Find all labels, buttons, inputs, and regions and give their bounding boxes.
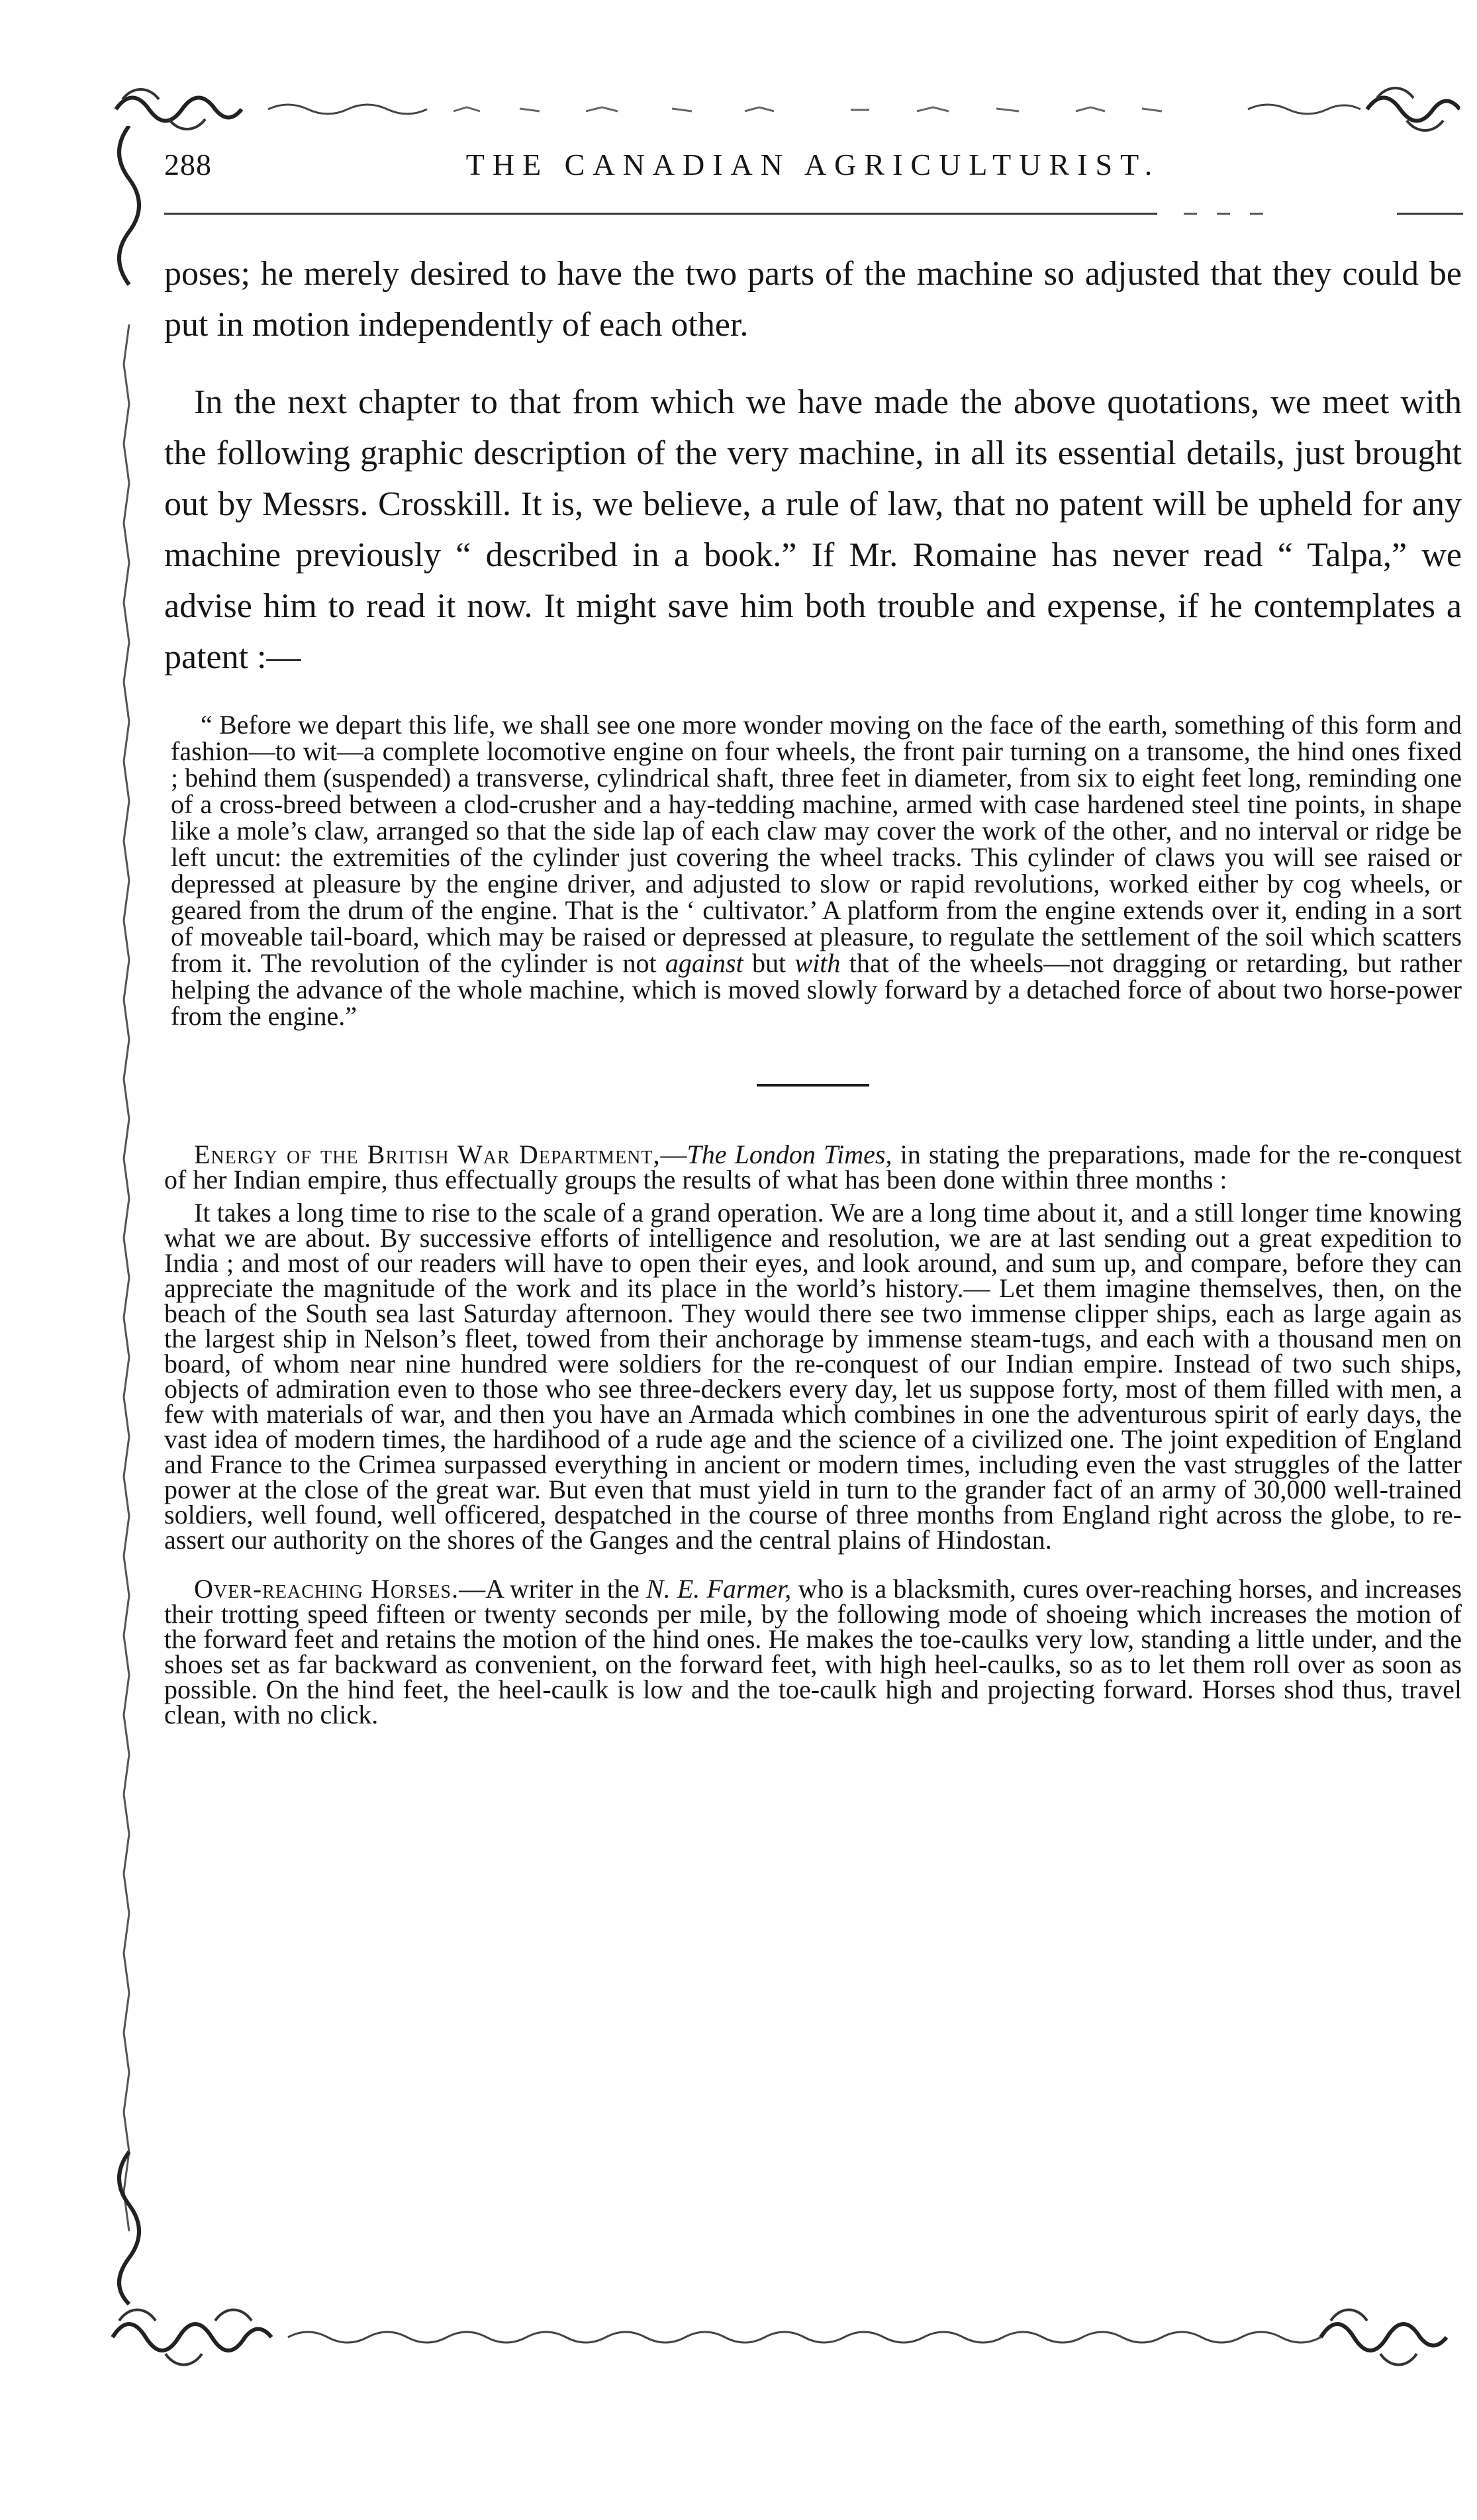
running-header bbox=[164, 147, 1462, 193]
energy-heading: Energy of the British War Department, bbox=[194, 1139, 661, 1169]
running-title: THE CANADIAN AGRICULTURIST. bbox=[465, 148, 1161, 181]
section-separator bbox=[757, 1084, 869, 1087]
bottom-border-ornament bbox=[109, 2301, 1460, 2374]
talpa-paragraph: In the next chapter to that from which we have made the above quotations, we meet with the following graphic description of the very machine, in all its essential details, just brought out by Messrs. Crosskill. It is, we believe, a rule of law, that no patent will be upheld for any machine previously “ described in a book.” If Mr. Romaine has never read “ Talpa,” we advise him to read it now. It might save him both trouble and expense, if he contemplates a patent :— bbox=[164, 383, 1462, 676]
energy-intro-paragraph bbox=[164, 1139, 1462, 1194]
energy-intro-text: in stating the preparations, made for the re-conquest of her Indian empire, thus effectually groups the results of what has been done within three months : bbox=[164, 1139, 1462, 1194]
top-border-ornament bbox=[109, 79, 1460, 139]
energy-dash: — bbox=[660, 1139, 687, 1169]
page-number: 288 bbox=[164, 148, 212, 181]
horses-text-a: A writer in the bbox=[485, 1574, 646, 1604]
horses-text-b: who is a blacksmith, cures over-reaching horses, and increases their trotting speed fifteen or twenty seconds per mile, by the following mode of shoeing which increases the motion of the forward feet and retains the motion of the hind ones. He makes the toe-caulks very low, standing a little under, and the shoes set as far backward as convenient, on the forward feet, with high heel-caulks, so as to let them roll over as soon as possible. On the hind feet, the heel-caulk is low and the toe-caulk high and projecting forward. Horses shod thus, travel clean, with no click. bbox=[164, 1574, 1462, 1729]
horses-paragraph bbox=[164, 1576, 1462, 1727]
quotation-text-but: but bbox=[752, 948, 786, 978]
talpa-quotation bbox=[164, 712, 1462, 1030]
left-border-ornament bbox=[99, 126, 159, 2311]
continued-paragraph: poses; he merely desired to have the two parts of the machine so adjusted that they could be put in motion independently of each other. bbox=[164, 255, 1462, 344]
italic-against: against bbox=[665, 948, 743, 978]
header-rule bbox=[164, 212, 1463, 216]
horses-dash: — bbox=[459, 1574, 486, 1604]
horses-source: N. E. Farmer, bbox=[646, 1574, 792, 1604]
energy-source: The London Times, bbox=[687, 1139, 892, 1169]
energy-body-paragraph: It takes a long time to rise to the scale of a grand operation. We are a long time about it, and a still longer time knowing what we are about. By successive efforts of intelligence and resolution, we are at last sending out a great expedition to India ; and most of our readers will have to open their eyes, and look around, and sum up, and compare, before they can appreciate the magnitude of the work and its place in the world’s history.— Let them imagine themselves, then, on the beach of the South sea last Saturday afternoon. They would there see two immense clipper ships, each as large again as the largest ship in Nelson’s fleet, towed from their anchorage by immense steam-tugs, and each with a thousand men on board, of whom near nine hundred were soldiers for the re-conquest of our Indian empire. Instead of two such ships, objects of admiration even to those who see three-deckers every day, let us suppose forty, most of them filled with men, a few with materials of war, and then you have an Armada which combines in one the adventurous spirit of early days, the vast idea of modern times, the hardihood of a rude age and the science of a civilized one. The joint expedition of England and France to the Crimea surpassed everything in ancient or modern times, including even the vast struggles of the latter power at the close of the great war. But even that must yield in turn to the grander fact of an army of 30,000 well-trained soldiers, well found, well officered, despatched in the course of three months from England right across the globe, to re-assert our authority on the shores of the Ganges and the central plains of Hindostan. bbox=[164, 1198, 1462, 1555]
italic-with: with bbox=[794, 948, 841, 978]
horses-heading: Over-reaching Horses. bbox=[194, 1574, 459, 1604]
text-column bbox=[164, 248, 1462, 1727]
quotation-text: “ Before we depart this life, we shall see one more wonder moving on the face of the earth, something of this form and fashion—to wit—a complete locomotive engine on four wheels, the front pair turning on a transome, the hind ones fixed ; behind them (suspended) a transverse, cylindrical shaft, three feet in diameter, from six to eight feet long, reminding one of a cross-breed between a clod-crusher and a hay-tedding machine, armed with case hardened steel tine points, in shape like a mole’s claw, arranged so that the side lap of each claw may cover the work of the other, and no interval or ridge be left uncut: the extremities of the cylinder just covering the wheel tracks. This cylinder of claws you will see raised or depressed at pleasure by the engine driver, and adjusted to slow or rapid revolutions, worked either by cog wheels, or geared from the drum of the engine. That is the ‘ cultivator.’ A platform from the engine extends over it, ending in a sort of moveable tail-board, which may be raised or depressed at pleasure, to regulate the settlement of the soil which scatters from it. The revolution of the cylinder is not bbox=[171, 710, 1462, 978]
quotation-text-end: that of the wheels—not dragging or retarding, but rather helping the advance of the whole machine, which is moved slowly forward by a detached force of about two horse-power from the engine.” bbox=[171, 948, 1462, 1031]
